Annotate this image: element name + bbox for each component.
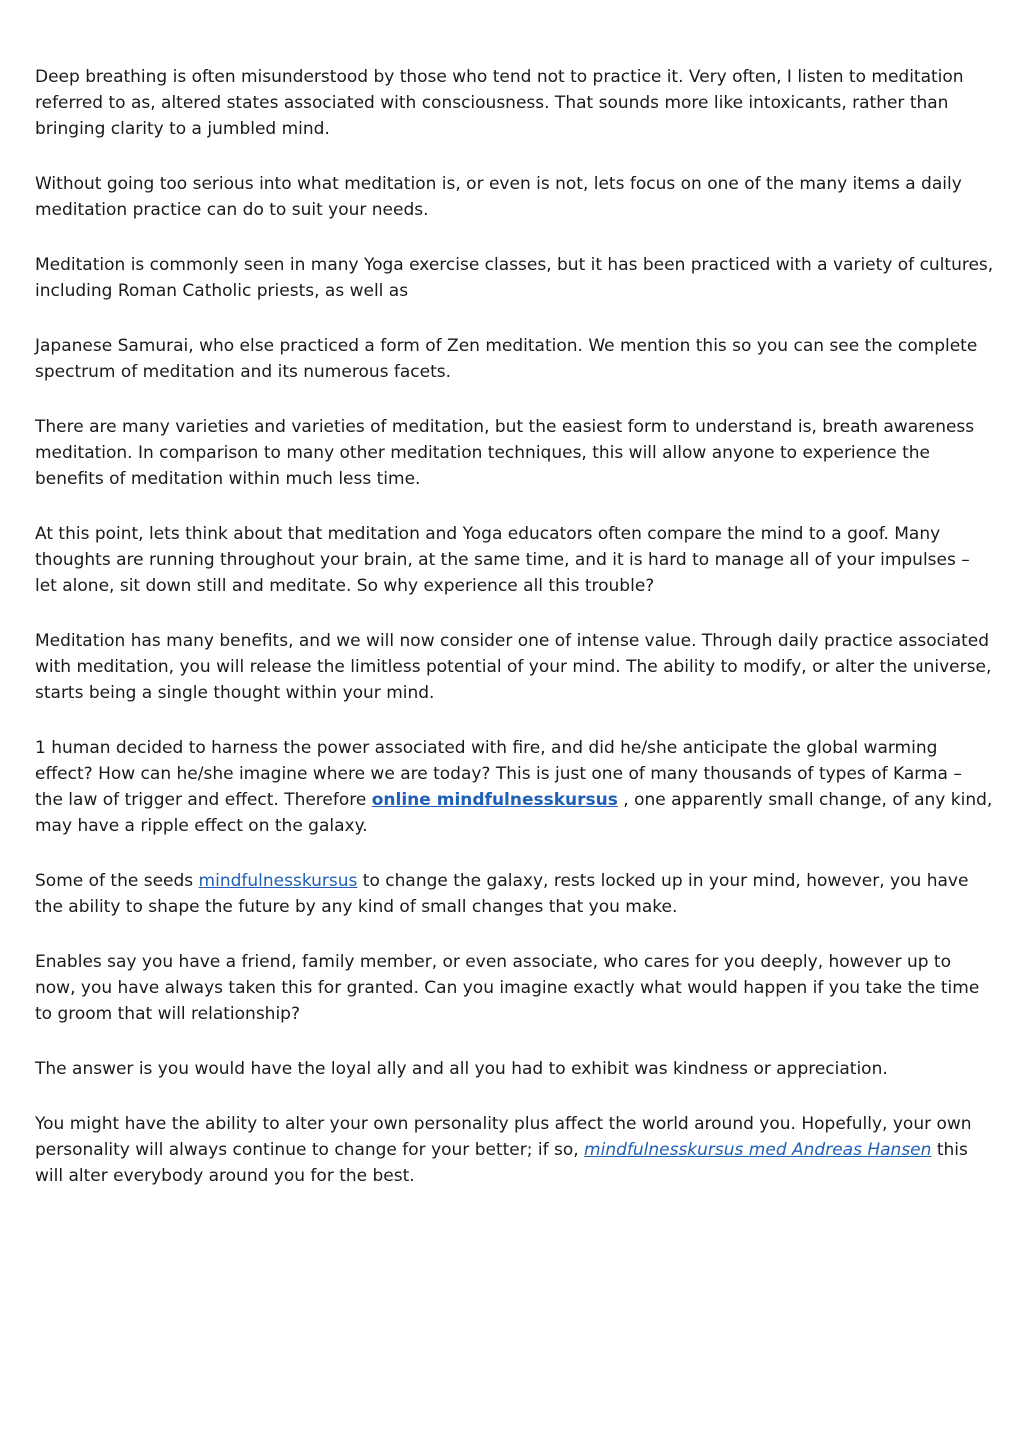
paragraph-9-text-after: to change the galaxy, rests locked up in your mind, however, you have the ability to shape the future by any kind of small changes that you make. — [35, 871, 969, 917]
mindfulnesskursus-link[interactable]: mindfulnesskursus — [198, 871, 358, 891]
paragraph-9-text-before: Some of the seeds — [35, 871, 199, 891]
paragraph-6: At this point, lets think about that meditation and Yoga educators often compare the mind to a goof. Many thoughts are running throughout your brain, at the same time, and it is hard to manage all of your impulses – let alone, sit down still and meditate. So why experience all this trouble? — [35, 524, 970, 596]
paragraph-8-text-before: 1 human decided to harness the power associated with fire, and did he/she anticipate the global warming effect? How can he/she imagine where we are today? This is just one of many thousands of types of Karma – the law of trigger and effect. Therefore — [35, 738, 962, 810]
paragraph-3: Meditation is commonly seen in many Yoga exercise classes, but it has been practiced with a variety of cultures, including Roman Catholic priests, as well as — [35, 255, 994, 301]
paragraph-10: Enables say you have a friend, family member, or even associate, who cares for you deeply, however up to now, you have always taken this for granted. Can you imagine exactly what would happen if you take the time to groom that will relationship? — [35, 952, 980, 1024]
paragraph-8-text-after: , one apparently small change, of any kind, may have a ripple effect on the galaxy. — [35, 790, 993, 836]
paragraph-11: The answer is you would have the loyal ally and all you had to exhibit was kindness or appreciation. — [35, 1059, 888, 1079]
online-mindfulnesskursus-link[interactable]: online mindfulnesskursus — [371, 790, 618, 810]
paragraph-7: Meditation has many benefits, and we will now consider one of intense value. Through daily practice associated with meditation, you will release the limitless potential of your mind. The ability to modify, or alter the universe, starts being a single thought within your mind. — [35, 631, 992, 703]
paragraph-12 — [35, 1111, 995, 1189]
paragraph-8 — [35, 735, 995, 839]
mindfulnesskursus-med-andreas-hansen-link[interactable]: mindfulnesskursus med Andreas Hansen — [584, 1140, 932, 1160]
paragraph-12-text-after: this will alter everybody around you for the best. — [35, 1140, 968, 1186]
paragraph-9 — [35, 868, 995, 920]
paragraph-5: There are many varieties and varieties of meditation, but the easiest form to understand is, breath awareness meditation. In comparison to many other meditation techniques, this will allow anyone to experience the benefits of meditation within much less time. — [35, 417, 975, 489]
paragraph-4: Japanese Samurai, who else practiced a form of Zen meditation. We mention this so you can see the complete spectrum of meditation and its numerous facets. — [35, 336, 978, 382]
article-body — [35, 64, 995, 1218]
paragraph-2: Without going too serious into what meditation is, or even is not, lets focus on one of the many items a daily meditation practice can do to suit your needs. — [35, 174, 962, 220]
paragraph-12-text-before: You might have the ability to alter your own personality plus affect the world around you. Hopefully, your own personality will always continue to change for your better; if so, — [35, 1114, 972, 1160]
paragraph-1: Deep breathing is often misunderstood by those who tend not to practice it. Very often, I listen to meditation referred to as, altered states associated with consciousness. That sounds more like intoxicants, rather than bringing clarity to a jumbled mind. — [35, 67, 964, 139]
